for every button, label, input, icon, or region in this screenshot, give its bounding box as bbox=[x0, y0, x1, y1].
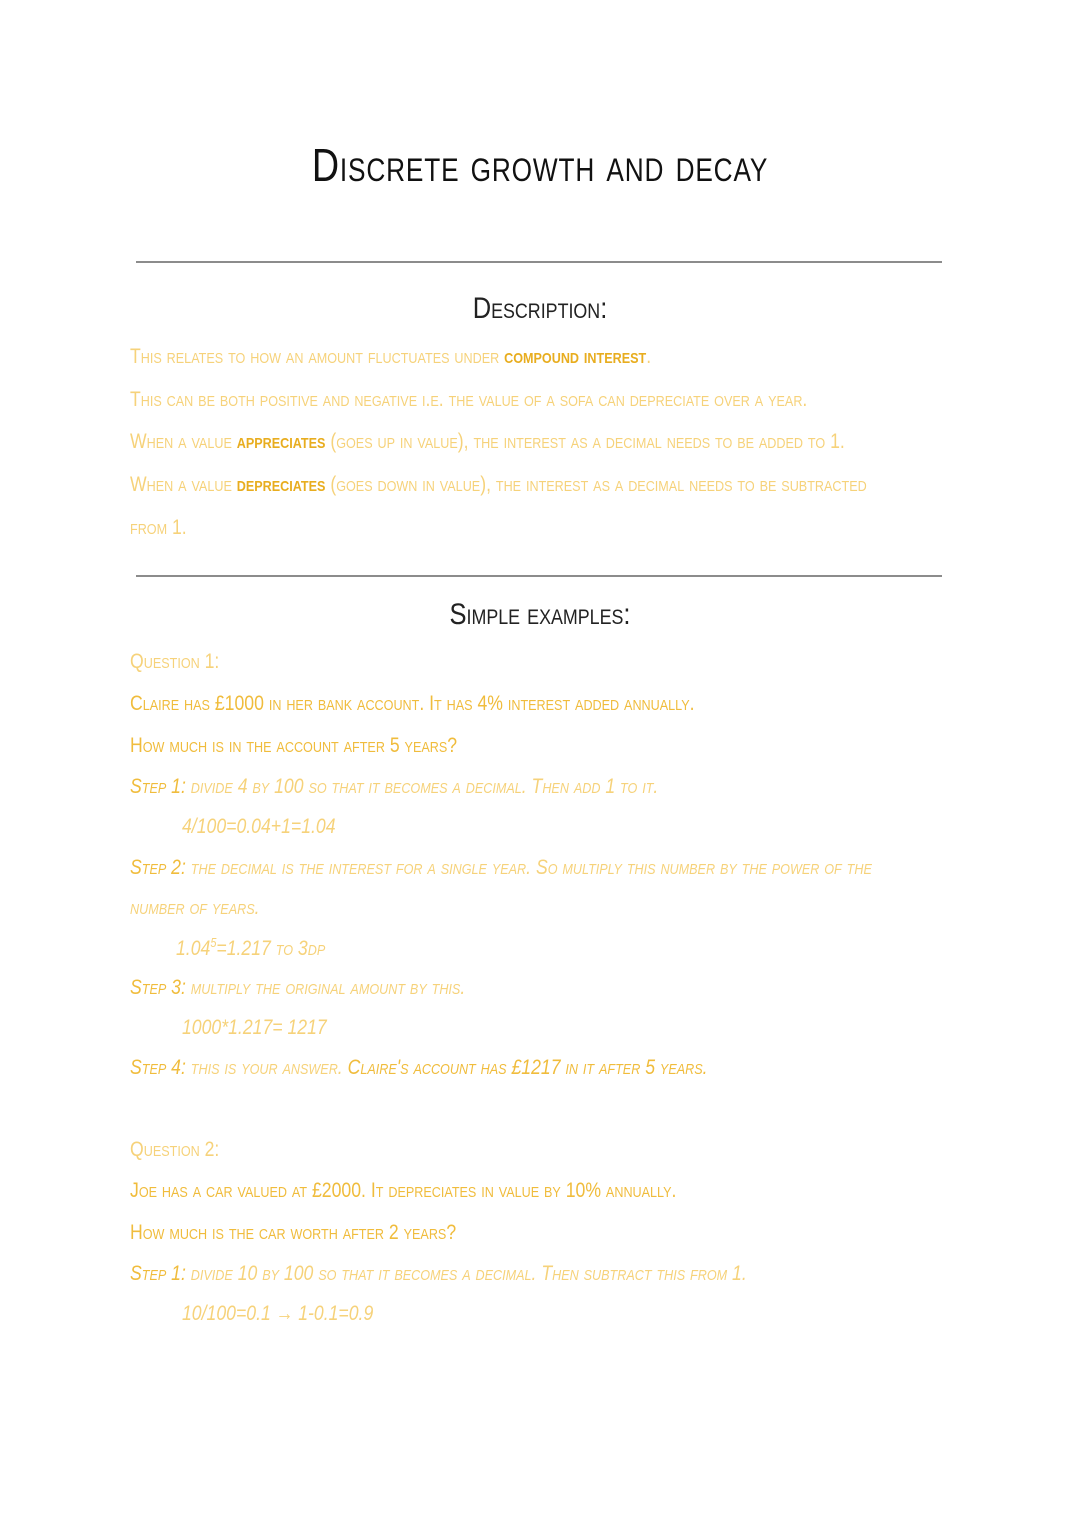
question-1-text-1: Claire has £1000 in her bank account. It has 4% interest added annually. bbox=[130, 692, 695, 715]
depreciates-term: depreciates bbox=[236, 473, 326, 496]
q1-step-2-calc: $1.04^5=1.217$ to 3dp bbox=[176, 935, 326, 960]
page-title: Discrete growth and decay bbox=[311, 139, 769, 191]
q1-answer: Claire's account has £1217 in it after 5 years. bbox=[347, 1056, 708, 1079]
description-line-5: from 1. bbox=[130, 516, 187, 539]
q2-step-1-calc: 10/100=0.1 → 1-0.1=0.9 bbox=[182, 1302, 374, 1325]
q1-step-3: Step 3: multiply the original amount by this. bbox=[130, 976, 466, 999]
appreciates-term: appreciates bbox=[236, 430, 326, 453]
q1-step-4: Step 4: this is your answer. Claire's account has £1217 in it after 5 years. bbox=[130, 1056, 708, 1079]
question-1-text-2: How much is in the account after 5 years? bbox=[130, 734, 458, 757]
compound-interest-term: compound interest bbox=[504, 345, 647, 368]
question-2-text-2: How much is the car worth after 2 years? bbox=[130, 1221, 457, 1244]
q1-step-2-cont: number of years. bbox=[130, 896, 260, 919]
examples-heading: Simple examples: bbox=[449, 598, 631, 631]
description-line-4: When a value depreciates (goes down in value), the interest as a decimal needs to be subtracted bbox=[130, 473, 867, 496]
description-line-1: This relates to how an amount fluctuates under compound interest. bbox=[130, 345, 652, 368]
description-heading: Description: bbox=[472, 292, 608, 325]
q2-step-1: Step 1: divide 10 by 100 so that it becomes a decimal. Then subtract this from 1. bbox=[130, 1262, 747, 1285]
description-line-2: This can be both positive and negative i.e. the value of a sofa can depreciate over a year. bbox=[130, 388, 808, 411]
q1-step-3-calc: 1000*1.217= 1217 bbox=[182, 1016, 327, 1039]
question-2-label: Question 2: bbox=[130, 1138, 220, 1161]
divider-middle bbox=[136, 575, 942, 577]
divider-top bbox=[136, 261, 942, 263]
question-2-text-1: Joe has a car valued at £2000. It depreciates in value by 10% annually. bbox=[130, 1179, 677, 1202]
question-1-label: Question 1: bbox=[130, 650, 220, 673]
q1-step-1-calc: 4/100=0.04+1=1.04 bbox=[182, 815, 336, 838]
q1-step-1: Step 1: divide 4 by 100 so that it becomes a decimal. Then add 1 to it. bbox=[130, 775, 659, 798]
q1-step-2: Step 2: the decimal is the interest for a single year. So multiply this number by the power of the bbox=[130, 856, 872, 879]
description-line-3: When a value appreciates (goes up in value), the interest as a decimal needs to be added to 1. bbox=[130, 430, 845, 453]
